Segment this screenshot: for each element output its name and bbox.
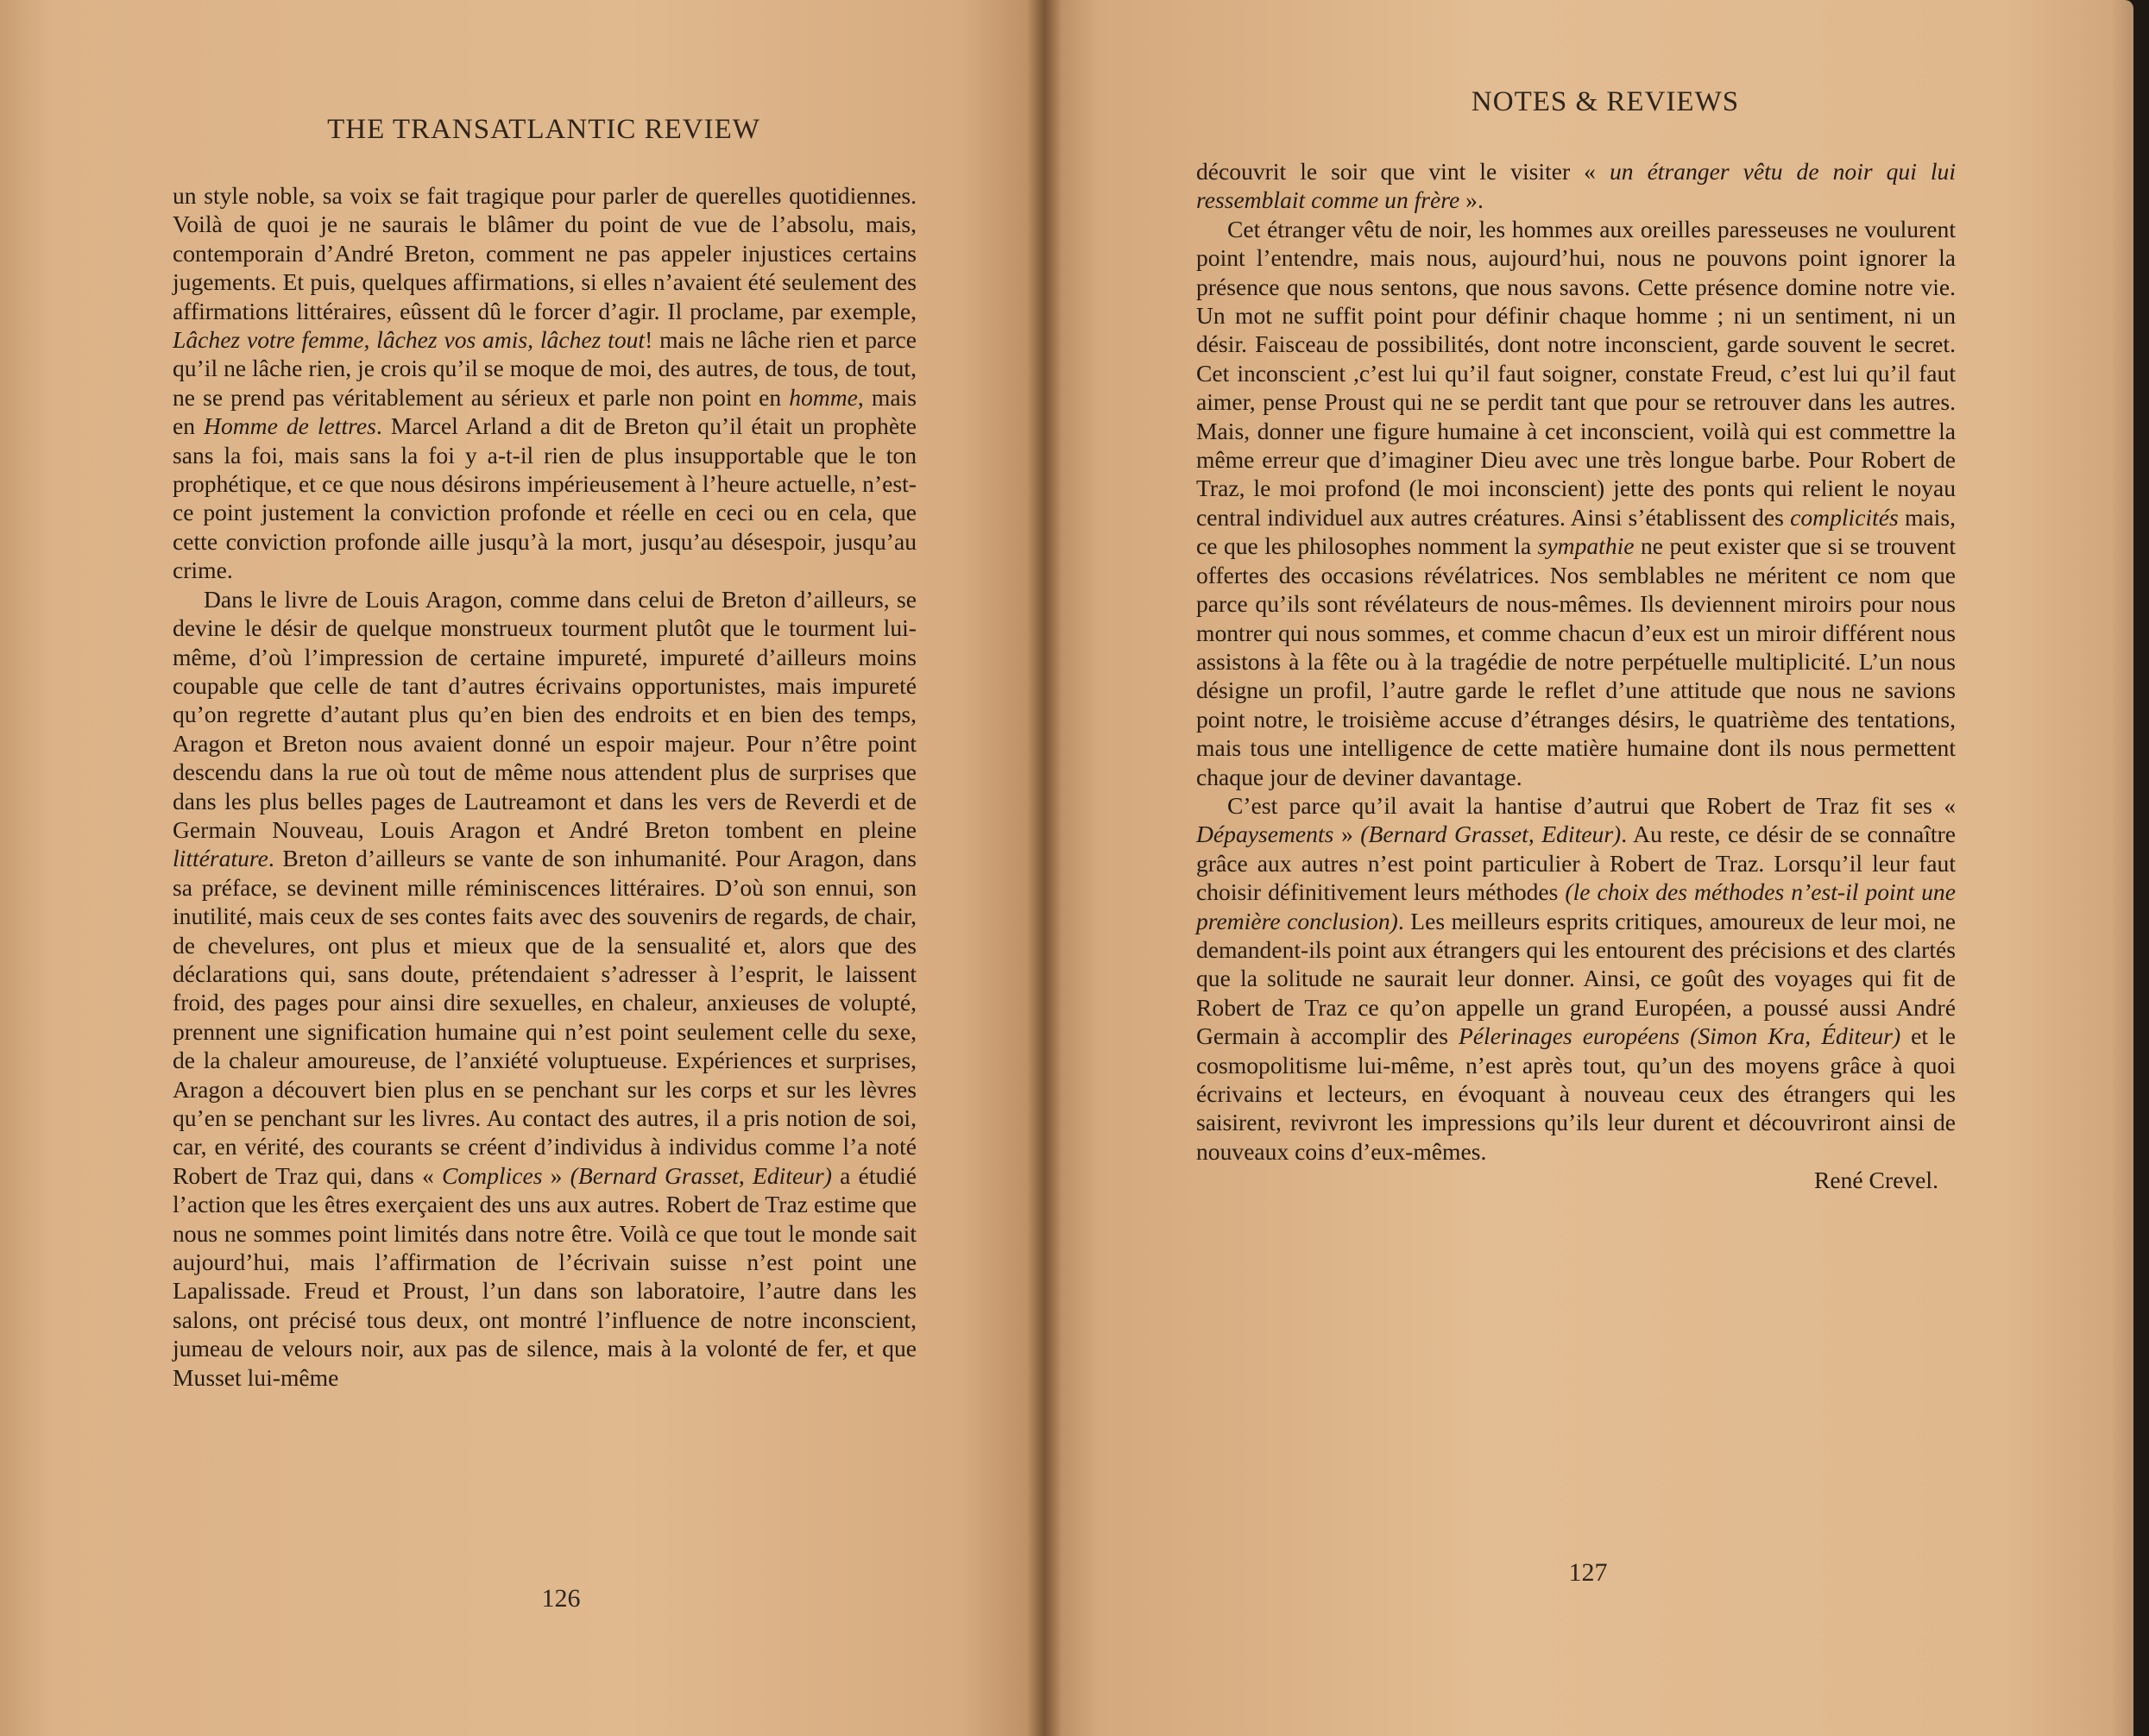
paragraph: découvrit le soir que vint le visiter « un étranger vêtu de noir qui lui ressemblait comme un frère ». <box>1196 158 1956 214</box>
book-gutter <box>1027 0 1062 1736</box>
author-signature: René Crevel. <box>1813 1167 1938 1194</box>
running-head: NOTES & REVIEWS <box>1471 86 1740 117</box>
left-page <box>0 0 1044 1736</box>
page-number: 127 <box>1568 1558 1608 1587</box>
paragraph: C’est parce qu’il avait la hantise d’autrui que Robert de Traz fit ses « Dépaysements » (Bernard Grasset, Editeur). Au reste, ce désir de se connaître grâce aux autres n’est point particulier à Robert de Traz. Lorsqu’il leur faut choisir définitivement leurs méthodes (le choix des méthodes n’est-il point une première conclusion). Les meilleurs esprits critiques, amoureux de leur moi, ne demandent-ils point aux étrangers qui les entourent des précisions et des clartés que la solitude ne saurait leur donner. Ainsi, ce goût des voyages qui fit de Robert de Traz ce qu’on appelle un grand Européen, a poussé aussi André Germain à accomplir des Pélerinages européens (Simon Kra, Éditeur) et le cosmopolitisme lui-même, n’est après tout, qu’un des moyens grâce à quoi écrivains et lecteurs, en évoquant à nouveau ceux des étrangers qui les saisirent, revivront les impressions qu’ils leur durent et découvriront ainsi de nouveaux coins d’eux-mêmes. <box>1196 791 1957 1165</box>
paragraph: Dans le livre de Louis Aragon, comme dans celui de Breton d’ailleurs, se devine le désir de quelque monstrueux tourment plutôt que le tourment lui-même, d’où l’impression de certaine impureté, impureté d’ailleurs moins coupable que celle de tant d’autres écrivains opportunistes, mais impureté qu’on regrette d’autant plus qu’en bien des endroits et en bien des temps, Aragon et Breton nous avaient donné un espoir majeur. Pour n’être point descendu dans la rue où tout de même nous attendent plus de surprises que dans les plus belles pages de Lautreamont et dans les vers de Reverdi et de Germain Nouveau, Louis Aragon et André Breton tombent en pleine littérature. Breton d’ailleurs se vante de son inhumanité. Pour Aragon, dans sa préface, se devinent mille réminiscences littéraires. D’où son ennui, son inutilité, mais ceux de ses contes faits avec des souvenirs de regards, de chair, de chevelures, ont plus et mieux que de la sensualité et, alors que des déclarations qui, sans doute, prétendaient s’adresser à l’esprit, le laissent froid, des pages pour ainsi dire sexuelles, en chaleur, anxieuses de volupté, prennent une signification humaine qui n’est point seulement celle du sexe, de la chaleur amoureuse, de l’anxiété voluptueuse. Expériences et surprises, Aragon a découvert bien plus en se penchant sur les corps et sur les lèvres qu’en se penchant sur les livres. Au contact des autres, il a pris notion de soi, car, en vérité, des courants se créent d’individus à individus comme l’a noté Robert de Traz qui, dans « Complices » (Bernard Grasset, Editeur) a étudié l’action que les êtres exerçaient des uns aux autres. Robert de Traz estime que nous ne sommes point limités dans notre être. Voilà ce que tout le monde sait aujourd’hui, mais l’affirmation de l’écrivain suisse n’est point une Lapalissade. Freud et Proust, l’un dans son laboratoire, l’autre dans les salons, ont précisé tous deux, ont montré l’influence de notre inconscient, jumeau de velours noir, aux pas de silence, mais à la volonté de fer, et que Musset lui-même <box>173 585 917 1391</box>
paragraph: Cet étranger vêtu de noir, les hommes aux oreilles paresseuses ne voulurent point l’entendre, mais nous, aujourd’hui, nous ne pouvons point ignorer la présence que nous sentons, que nous savons. Cette présence domine notre vie. Un mot ne suffit point pour définir chaque homme ; ni un sentiment, ni un désir. Faisceau de possibilités, dont notre inconscient, garde souvent le secret. Cet inconscient ,c’est lui qu’il faut soigner, constate Freud, c’est lui qu’il faut aimer, pense Proust qui ne se perdit tant que pour se retrouver dans les autres. Mais, donner une figure humaine à cet inconscient, voilà qui est commettre la même erreur que d’imaginer Dieu avec une très longue barbe. Pour Robert de Traz, le moi profond (le moi inconscient) jette des ponts qui relient le noyau central individuel aux autres créatures. Ainsi s’établissent des complicités mais, ce que les philosophes nomment la sympathie ne peut exister que si se trouvent offertes des occasions révélatrices. Nos semblables ne méritent ce nom que parce qu’ils sont révélateurs de nous-mêmes. Ils deviennent miroirs pour nous montrer qui nous sommes, et comme chacun d’eux est un miroir différent nous assistons à la fête ou à la tragédie de notre perpétuelle multiplicité. L’un nous désigne un profil, l’autre garde le reflet d’une attitude que nous ne savions point notre, le troisième accuse d’étranges désirs, le quatrième des tentations, mais tous une intelligence de cette matière humaine dont ils nous permettent chaque jour de deviner davantage. <box>1196 215 1956 790</box>
right-page-text <box>1196 157 1956 1195</box>
paragraph: un style noble, sa voix se fait tragique pour parler de querelles quotidiennes. Voilà de quoi je ne saurais le blâmer du point de vue de l’absolu, mais, contemporain d’André Breton, comment ne pas appeler injustices certains jugements. Et puis, quelques affirmations, si elles n’avaient été seulement des affirmations littéraires, eûssent dû le forcer d’agir. Il proclame, par exemple, Lâchez votre femme, lâchez vos amis, lâchez tout! mais ne lâche rien et parce qu’il ne lâche rien, je crois qu’il se moque de moi, des autres, de tous, de tout, ne se prend pas véritablement au sérieux et parle non point en homme, mais en Homme de lettres. Marcel Arland a dit de Breton qu’il était un prophète sans la foi, mais sans la foi y a-t-il rien de plus insupportable que le ton prophétique, et ce que nous désirons impérieusement à l’heure actuelle, n’est-ce point justement la conviction profonde et réelle en ceci ou en cela, que cette conviction profonde aille jusqu’à la mort, jusqu’au désespoir, jusqu’au crime. <box>173 182 917 584</box>
left-page-text <box>173 181 917 1392</box>
running-head: THE TRANSATLANTIC REVIEW <box>327 114 760 145</box>
right-page <box>1044 0 2133 1736</box>
page-number: 126 <box>541 1584 581 1613</box>
